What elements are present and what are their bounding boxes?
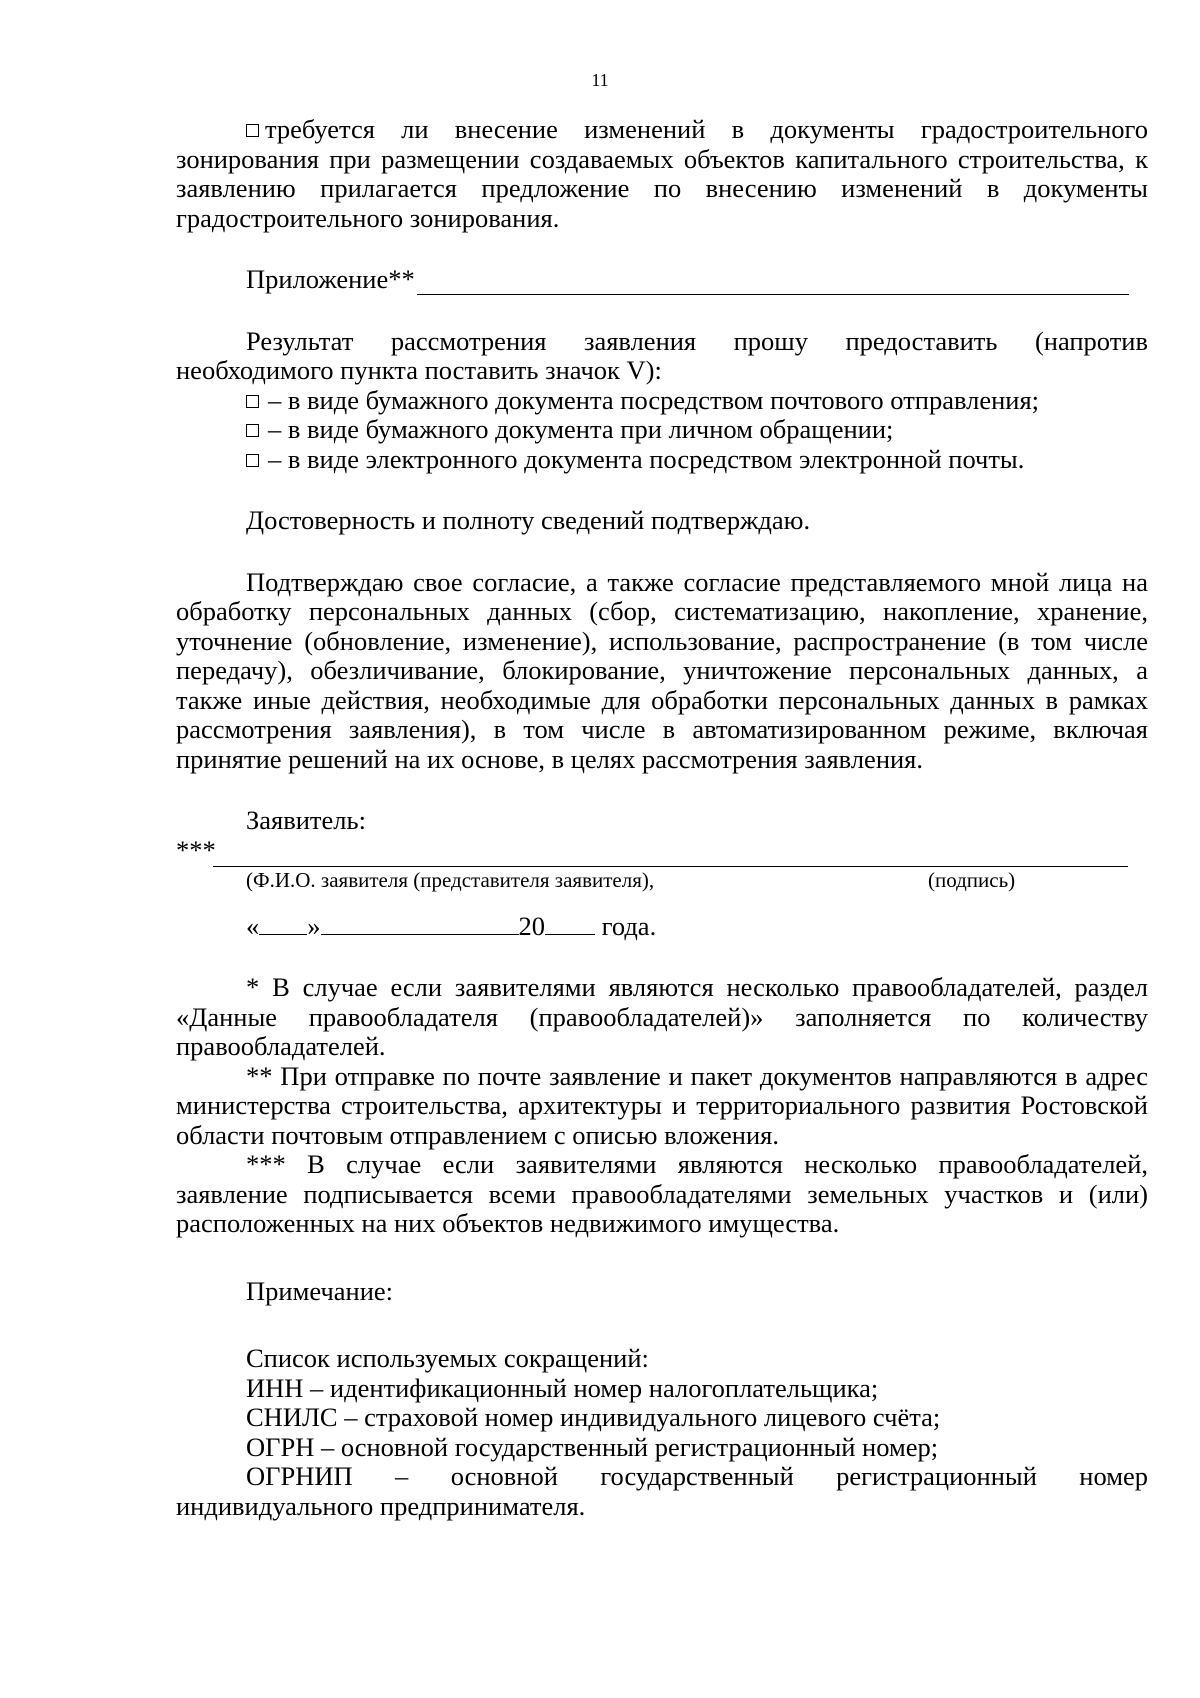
option-label: – в виде электронного документа посредством электронной почты. <box>268 443 1025 474</box>
page-number: 11 <box>591 70 609 90</box>
day-field[interactable] <box>259 912 307 935</box>
document-body <box>176 115 1148 1521</box>
footnote-2: ** При отправке по почте заявление и пакет документов направляются в адрес министерства строительства, архитектуры и территориального развития Ростовской области почтовым отправлением с описью вложения. <box>176 1060 1148 1150</box>
option-label: – в виде бумажного документа при личном обращении; <box>268 414 894 444</box>
consent-paragraph: Подтверждаю свое согласие, а также согласие представляемого мной лица на обработку персональных данных (сбор, систематизацию, накопление, хранение, уточнение (обновление, изменение), использование, распространение (в том числе передачу), обезличивание, блокирование, уничтожение персональных данных, а также иные действия, необходимые для обработки персональных данных в рамках рассмотрения заявления), в том числе в автоматизированном режиме, включая принятие решений на их основе, в целях рассмотрения заявления. <box>176 566 1148 774</box>
appendix-input-line[interactable] <box>417 270 1129 295</box>
appendix-row <box>176 265 1148 295</box>
zoning-text: требуется ли внесение изменений в документы градостроительного зонирования при размещении создаваемых объектов капитального строительства, к заявлению прилагается предложение по внесению изменений в документы градостроительного зонирования. <box>176 114 1148 233</box>
confirm-text: Достоверность и полноту сведений подтверждаю. <box>246 505 811 535</box>
caption-name: (Ф.И.О. заявителя (представителя заявителя), <box>246 867 655 892</box>
checkbox-personal[interactable] <box>246 424 259 437</box>
abbr-ogrnip: ОГРНИП – основной государственный регистрационный номер индивидуального предпринимателя. <box>176 1461 1148 1521</box>
checkbox-zoning[interactable] <box>246 124 259 137</box>
footnote-3: *** В случае если заявителями являются несколько правообладателей, заявление подписывается всеми правообладателями земельных участков и (или) расположенных на них объектов недвижимого имущества. <box>176 1149 1148 1238</box>
result-option-post <box>176 386 1148 416</box>
result-options <box>176 386 1148 475</box>
abbr-snils: СНИЛС – страховой номер индивидуального лицевого счёта; <box>246 1402 941 1432</box>
abbr-title: Список используемых сокращений: <box>246 1343 649 1373</box>
date-line <box>176 912 1148 942</box>
date-suffix: года. <box>601 910 657 941</box>
date-open-quote: « <box>246 910 260 941</box>
footnote-mark: *** <box>176 834 216 865</box>
footnote-1: * В случае если заявителями являются несколько правообладателей, раздел «Данные правообладателя (правообладателей)» заполняется по количеству правообладателей. <box>176 972 1148 1061</box>
appendix-label: Приложение** <box>246 264 415 294</box>
result-option-personal <box>176 415 1148 445</box>
abbr-inn: ИНН – идентификационный номер налогоплательщика; <box>246 1372 879 1403</box>
option-label: – в виде бумажного документа посредством почтового отправления; <box>268 384 1040 415</box>
signature-block <box>176 836 1148 900</box>
date-close-quote: » <box>307 910 321 941</box>
applicant-label: Заявитель: <box>246 805 366 835</box>
note-label: Примечание: <box>246 1275 394 1306</box>
zoning-paragraph <box>176 115 1148 233</box>
checkbox-post[interactable] <box>246 395 259 408</box>
result-intro: Результат рассмотрения заявления прошу предоставить (напротив необходимого пункта поставить значок V): <box>176 325 1148 385</box>
result-option-email <box>176 445 1148 475</box>
checkbox-email[interactable] <box>246 454 259 467</box>
year-field[interactable] <box>545 912 595 935</box>
year-prefix: 20 <box>518 910 545 941</box>
abbr-ogrn: ОГРН – основной государственный регистрационный номер; <box>246 1431 939 1462</box>
month-field[interactable] <box>321 912 519 935</box>
caption-sign: (подпись) <box>928 867 1016 892</box>
